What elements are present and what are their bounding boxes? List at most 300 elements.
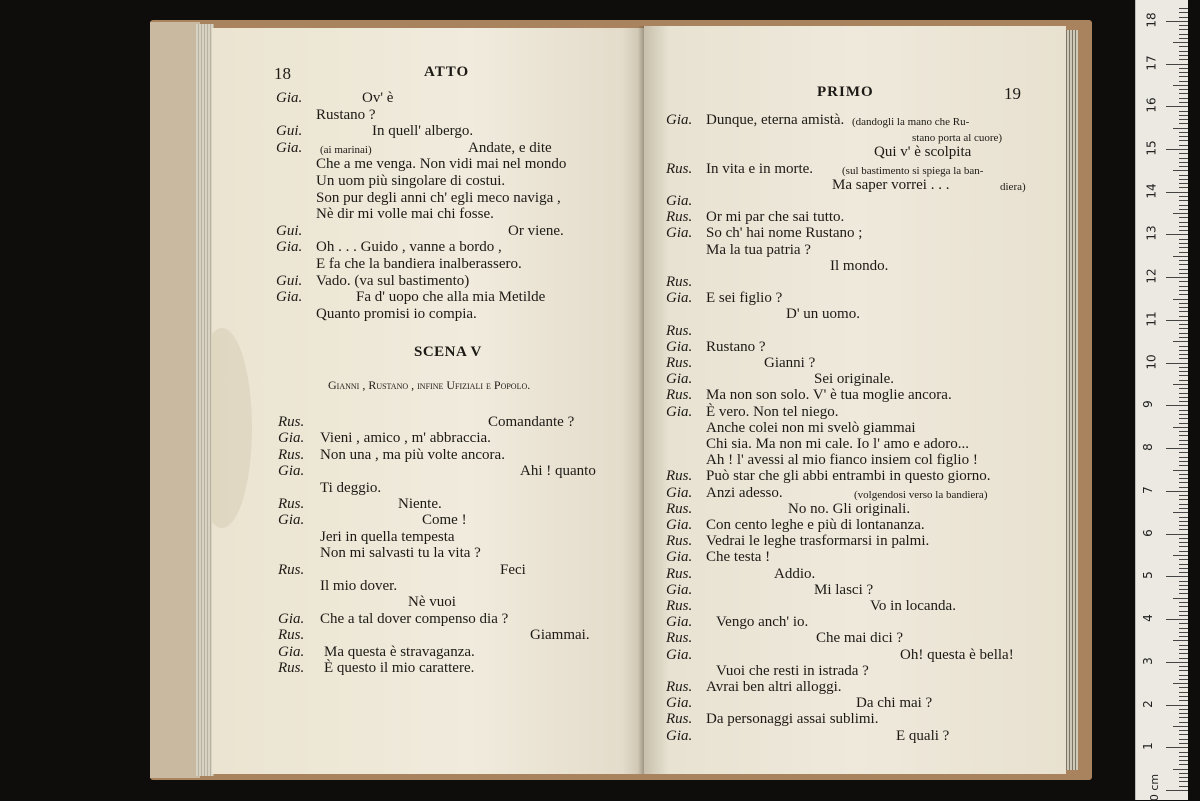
speaker-label: Gia. [276, 239, 303, 256]
ruler-tick [1166, 21, 1188, 22]
ruler-tick [1179, 346, 1188, 347]
speaker-label: Rus. [666, 274, 693, 290]
verse-line: E sei figlio ? [706, 290, 783, 307]
verse-line: Jeri in quella tempesta [320, 528, 455, 545]
verse-line: Che mai dici ? [816, 630, 904, 647]
ruler-tick [1179, 337, 1188, 338]
verse-line: Anzi adesso. [706, 484, 783, 501]
speaker-label: Gui. [276, 123, 303, 140]
ruler-number: 18 [1144, 12, 1159, 28]
ruler-tick [1166, 705, 1188, 706]
ruler-tick [1179, 593, 1188, 594]
speaker-label: Rus. [278, 660, 305, 676]
speaker-label: Gia. [276, 139, 303, 156]
verse-line: Mi lasci ? [814, 581, 874, 598]
ruler-tick [1179, 93, 1188, 94]
ruler-tick [1179, 752, 1188, 753]
speaker-label: Rus. [666, 355, 693, 371]
verse-line: Vengo anch' io. [716, 614, 809, 631]
ruler-tick [1179, 81, 1188, 82]
ruler-tick [1179, 209, 1188, 210]
ruler-tick [1166, 106, 1188, 107]
ruler-tick [1179, 431, 1188, 432]
speaker-label: Gia. [666, 225, 693, 242]
verse-line: Nè dir mi volle mai chi fosse. [316, 206, 494, 223]
verse-line: D' un uomo. [786, 306, 860, 323]
ruler-tick [1166, 149, 1188, 150]
stage-direction: (dandogli la mano che Ru- [852, 116, 970, 128]
verse-line: Che testa ! [706, 549, 771, 566]
ruler-tick [1179, 572, 1188, 573]
speaker-label: Rus. [666, 711, 693, 728]
ruler-tick [1166, 277, 1188, 278]
ruler-number: 11 [1144, 311, 1159, 327]
ruler-tick [1179, 350, 1188, 351]
ruler-tick [1179, 132, 1188, 133]
verse-line: Da chi mai ? [856, 695, 933, 712]
ruler-tick [1173, 42, 1188, 43]
speaker-label: Gia. [276, 289, 303, 306]
ruler-tick [1173, 427, 1188, 428]
speaker-label: Gia. [666, 695, 693, 712]
ruler-tick [1179, 183, 1188, 184]
verse-line: Sei originale. [814, 371, 894, 388]
speaker-label: Rus. [278, 496, 305, 512]
speaker-label: Gia. [666, 484, 693, 501]
speaker-label: Gia. [278, 643, 305, 660]
page-number: 18 [274, 64, 291, 83]
verse-line: Il mondo. [830, 257, 889, 274]
ruler-tick [1166, 448, 1188, 449]
verse-line: Oh . . . Guido , vanne a bordo , [316, 239, 502, 256]
ruler-tick [1179, 217, 1188, 218]
ruler-tick [1179, 777, 1188, 778]
page-number: 19 [1004, 84, 1021, 103]
ruler-tick [1179, 230, 1188, 231]
stage-direction: (ai marinai) [320, 143, 372, 156]
ruler-tick [1179, 645, 1188, 646]
ruler-tick [1179, 649, 1188, 650]
ruler-tick [1179, 687, 1188, 688]
speaker-label: Gia. [666, 581, 693, 598]
verse-line: Gianni ? [764, 355, 816, 371]
ruler-tick [1179, 499, 1188, 500]
right-page [644, 26, 1066, 774]
ruler-tick [1179, 504, 1188, 505]
ruler-tick [1179, 615, 1188, 616]
speaker-label: Rus. [666, 468, 693, 485]
verse-line: Quanto promisi io compia. [316, 305, 477, 322]
verse-line: Ah ! l' avessi al mio fianco insiem col figlio ! [706, 452, 978, 469]
ruler-number: 1 [1140, 742, 1155, 751]
speaker-label: Gia. [666, 646, 693, 663]
ruler-tick [1179, 324, 1188, 325]
ruler-tick [1179, 72, 1188, 73]
ruler-tick [1166, 405, 1188, 406]
ruler-tick [1179, 51, 1188, 52]
ruler-tick [1179, 786, 1188, 787]
ruler-tick [1179, 273, 1188, 274]
ruler-tick [1179, 380, 1188, 381]
ruler-tick [1179, 435, 1188, 436]
verse-line: Giammai. [530, 627, 590, 644]
ruler-tick [1179, 606, 1188, 607]
ruler-tick [1179, 465, 1188, 466]
ruler-tick [1179, 521, 1188, 522]
ruler-tick [1179, 281, 1188, 282]
speaker-label: Rus. [666, 565, 693, 582]
ruler-tick [1179, 68, 1188, 69]
ruler-tick [1179, 722, 1188, 723]
ruler-tick [1179, 119, 1188, 120]
ruler-number: 12 [1144, 268, 1159, 284]
verse-line: In quell' albergo. [372, 123, 474, 140]
verse-line: Ov' è [362, 90, 394, 106]
ruler-tick [1179, 8, 1188, 9]
ruler-tick [1173, 256, 1188, 257]
ruler-tick [1179, 611, 1188, 612]
ruler-tick [1179, 247, 1188, 248]
ruler-number: 4 [1140, 614, 1155, 622]
ruler-tick [1179, 423, 1188, 424]
speaker-label: Gia. [666, 112, 693, 128]
ruler-tick [1173, 299, 1188, 300]
ruler-tick [1173, 384, 1188, 385]
ruler-tick [1179, 264, 1188, 265]
ruler-tick [1166, 747, 1188, 748]
ruler-tick [1179, 269, 1188, 270]
ruler-tick [1179, 696, 1188, 697]
verse-line: E quali ? [896, 727, 950, 744]
ruler-tick [1179, 179, 1188, 180]
verse-line: È vero. Non tel niego. [706, 403, 839, 420]
ruler-tick [1166, 790, 1188, 791]
ruler-tick [1179, 187, 1188, 188]
ruler-tick [1179, 286, 1188, 287]
ruler-tick [1179, 478, 1188, 479]
ruler-tick [1179, 581, 1188, 582]
verse-line: Ti deggio. [320, 479, 382, 496]
ruler-tick [1179, 444, 1188, 445]
ruler-tick [1179, 482, 1188, 483]
verse-line: Che a me venga. Non vidi mai nel mondo [316, 156, 567, 173]
ruler-tick [1179, 367, 1188, 368]
verse-line: Ma la tua patria ? [706, 241, 811, 258]
speaker-label: Rus. [666, 209, 693, 226]
ruler-tick [1179, 158, 1188, 159]
verse-line: Avrai ben altri alloggi. [706, 679, 842, 695]
ruler-tick [1179, 675, 1188, 676]
ruler-tick [1179, 529, 1188, 530]
ruler-tick [1179, 371, 1188, 372]
speaker-label: Rus. [666, 679, 693, 695]
speaker-label: Gia. [666, 517, 693, 533]
ruler-tick [1166, 192, 1188, 193]
scene-title: SCENA V [414, 344, 482, 360]
ruler-number: 9 [1140, 400, 1155, 409]
ruler-tick [1179, 140, 1188, 141]
ruler-tick [1173, 128, 1188, 129]
left-page [212, 28, 644, 774]
ruler-tick [1166, 234, 1188, 235]
ruler-tick [1179, 290, 1188, 291]
speaker-label: Gia. [666, 338, 693, 355]
ruler-tick [1179, 38, 1188, 39]
ruler-number: 7 [1140, 486, 1155, 494]
ruler-tick [1179, 145, 1188, 146]
ruler-tick [1166, 662, 1188, 663]
verse-line: Fa d' uopo che alla mia Metilde [356, 289, 546, 306]
verse-line: Non mi salvasti tu la vita ? [320, 545, 481, 562]
verse-line: Rustano ? [706, 338, 766, 355]
speaker-label: Rus. [666, 598, 693, 614]
ruler-tick [1179, 25, 1188, 26]
ruler-tick [1179, 461, 1188, 462]
ruler-tick [1179, 508, 1188, 509]
ruler-tick [1173, 341, 1188, 342]
ruler-tick [1173, 640, 1188, 641]
ruler-tick [1179, 153, 1188, 154]
ruler-number: 3 [1140, 656, 1155, 665]
ruler-tick [1179, 538, 1188, 539]
speaker-label: Gia. [278, 430, 305, 447]
verse-line: Non una , ma più volte ancora. [320, 446, 505, 463]
ruler-tick [1179, 89, 1188, 90]
speaker-label: Rus. [278, 561, 305, 578]
ruler-tick [1179, 414, 1188, 415]
ruler-tick [1179, 525, 1188, 526]
ruler-tick [1179, 239, 1188, 240]
cast-list: Gianni , Rustano , infine Ufiziali e Popolo. [328, 378, 531, 392]
ruler-tick [1179, 440, 1188, 441]
ruler-tick [1179, 559, 1188, 560]
ruler-tick [1166, 491, 1188, 492]
ruler-tick [1179, 222, 1188, 223]
ruler-tick [1179, 17, 1188, 18]
ruler-tick [1179, 307, 1188, 308]
ruler-tick [1179, 260, 1188, 261]
ruler-tick [1179, 760, 1188, 761]
ruler-tick [1173, 512, 1188, 513]
ruler-tick [1179, 568, 1188, 569]
ruler-number: 16 [1144, 97, 1159, 113]
ruler-tick [1179, 200, 1188, 201]
ruler-tick [1179, 46, 1188, 47]
ruler-tick [1166, 320, 1188, 321]
ruler-tick [1179, 59, 1188, 60]
ruler-tick [1179, 717, 1188, 718]
speaker-label: Rus. [666, 533, 693, 550]
ruler-tick [1179, 632, 1188, 633]
verse-line: Vedrai le leghe trasformarsi in palmi. [706, 533, 930, 550]
ruler-tick [1179, 743, 1188, 744]
verse-line: Ma saper vorrei . . . [832, 176, 950, 193]
verse-line: E fa che la bandiera inalberassero. [316, 256, 522, 272]
ruler-tick [1179, 679, 1188, 680]
ruler-tick [1179, 76, 1188, 77]
verse-line: In vita e in morte. [706, 160, 814, 177]
speaker-label: Gui. [276, 222, 303, 239]
verse-line: Addio. [774, 565, 816, 582]
ruler-tick [1179, 328, 1188, 329]
book-cover-edge [150, 22, 200, 778]
verse-line: Nè vuoi [408, 594, 456, 611]
ruler-tick [1179, 226, 1188, 227]
ruler-tick [1173, 470, 1188, 471]
ruler-tick [1179, 517, 1188, 518]
ruler-tick [1179, 123, 1188, 124]
ruler-tick [1179, 162, 1188, 163]
ruler-tick [1179, 457, 1188, 458]
speaker-label: Gia. [666, 371, 693, 388]
verse-line: Un uom più singolare di costui. [316, 173, 506, 189]
verse-line: Che a tal dover compenso dia ? [320, 610, 509, 627]
ruler-tick [1179, 34, 1188, 35]
speaker-label: Rus. [278, 414, 305, 430]
ruler-number: 8 [1140, 443, 1155, 451]
ruler-tick [1179, 602, 1188, 603]
ruler-tick [1179, 551, 1188, 552]
verse-line: No no. Gli originali. [788, 500, 911, 517]
ruler-tick [1179, 739, 1188, 740]
ruler-tick [1173, 726, 1188, 727]
ruler-tick [1179, 546, 1188, 547]
ruler-tick [1179, 636, 1188, 637]
running-head: PRIMO [817, 84, 874, 100]
speaker-label: Rus. [278, 627, 305, 644]
ruler-number: 2 [1140, 699, 1155, 708]
ruler-tick [1179, 29, 1188, 30]
verse-line: Ahi ! quanto [520, 463, 596, 480]
ruler-tick [1179, 764, 1188, 765]
stage-direction: (volgendosi verso la bandiera) [854, 488, 988, 501]
verse-line: Oh! questa è bella! [900, 646, 1014, 663]
ruler-tick [1179, 730, 1188, 731]
ruler-tick [1179, 316, 1188, 317]
ruler-tick [1179, 12, 1188, 13]
verse-line: So ch' hai nome Rustano ; [706, 225, 863, 242]
page-stain [212, 328, 252, 528]
ruler-tick [1179, 294, 1188, 295]
verse-line: Son pur degli anni ch' egli meco naviga , [316, 189, 561, 206]
ruler-tick [1179, 474, 1188, 475]
ruler-tick [1179, 333, 1188, 334]
stage-direction: (sul bastimento si spiega la ban- [842, 164, 984, 177]
speaker-label: Gia. [666, 549, 693, 566]
ruler-tick [1179, 773, 1188, 774]
stage-direction: stano porta al cuore) [912, 132, 1003, 145]
ruler-tick [1179, 393, 1188, 394]
ruler-tick [1179, 252, 1188, 253]
ruler-tick [1179, 452, 1188, 453]
speaker-label: Gia. [666, 614, 693, 631]
ruler-tick [1166, 576, 1188, 577]
ruler-tick [1179, 658, 1188, 659]
ruler-tick [1179, 401, 1188, 402]
ruler-tick [1179, 196, 1188, 197]
ruler-tick [1179, 628, 1188, 629]
ruler-tick [1179, 311, 1188, 312]
ruler-number: 14 [1144, 183, 1159, 199]
ruler-tick [1173, 683, 1188, 684]
ruler-tick [1166, 534, 1188, 535]
verse-line: Ma questa è stravaganza. [324, 643, 475, 660]
verse-line: Vieni , amico , m' abbraccia. [320, 430, 491, 447]
ruler-tick [1179, 166, 1188, 167]
verse-line: Chi sia. Ma non mi cale. Io l' amo e adoro... [706, 436, 970, 452]
verse-line: Feci [500, 561, 526, 578]
verse-line: Niente. [398, 496, 442, 512]
speaker-label: Rus. [666, 322, 693, 339]
verse-line: Vuoi che resti in istrada ? [716, 662, 869, 679]
ruler-tick [1179, 666, 1188, 667]
ruler-tick [1179, 358, 1188, 359]
speaker-label: Gui. [276, 272, 303, 289]
verse-line: Il mio dover. [320, 578, 398, 594]
ruler-number: 13 [1144, 225, 1159, 242]
ruler-tick [1179, 375, 1188, 376]
ruler-tick [1179, 418, 1188, 419]
ruler-tick [1173, 769, 1188, 770]
verse-line: Vado. (va sul bastimento) [316, 272, 470, 289]
ruler-number: 15 [1144, 140, 1159, 156]
ruler-number: 17 [1144, 54, 1159, 71]
ruler-tick [1179, 670, 1188, 671]
verse-line: Or mi par che sai tutto. [706, 209, 845, 226]
ruler-tick [1179, 205, 1188, 206]
speaker-label: Gia. [666, 290, 693, 307]
page-stack-right [1064, 30, 1078, 770]
verse-line: Dunque, eterna amistà. [706, 112, 845, 128]
ruler-tick [1179, 303, 1188, 304]
ruler-tick [1179, 623, 1188, 624]
ruler-number: 6 [1140, 528, 1155, 537]
ruler-tick [1166, 64, 1188, 65]
speaker-label: Gia. [278, 463, 305, 480]
ruler-tick [1179, 410, 1188, 411]
ruler-tick [1179, 709, 1188, 710]
verse-line: Qui v' è scolpita [874, 144, 972, 161]
ruler-tick [1179, 495, 1188, 496]
speaker-label: Rus. [666, 387, 693, 404]
ruler-tick [1166, 619, 1188, 620]
ruler-tick [1179, 700, 1188, 701]
ruler-tick [1179, 98, 1188, 99]
ruler-tick [1173, 170, 1188, 171]
ruler-tick [1179, 136, 1188, 137]
ruler-tick [1179, 692, 1188, 693]
speaker-label: Rus. [666, 630, 693, 647]
speaker-label: Gia. [666, 193, 693, 209]
verse-line: Da personaggi assai sublimi. [706, 711, 879, 728]
speaker-label: Gia. [276, 90, 303, 106]
ruler-number: 5 [1140, 571, 1155, 580]
ruler-tick [1179, 115, 1188, 116]
ruler-number: 10 [1144, 354, 1159, 370]
speaker-label: Rus. [666, 500, 693, 517]
ruler-tick [1173, 555, 1188, 556]
ruler-tick [1179, 175, 1188, 176]
ruler-tick [1179, 388, 1188, 389]
ruler-tick [1179, 542, 1188, 543]
speaker-label: Gia. [666, 403, 693, 420]
verse-line: Vo in locanda. [870, 598, 956, 614]
verse-line: Con cento leghe e più di lontananza. [706, 517, 925, 533]
running-head: ATTO [424, 64, 470, 80]
measuring-ruler [1135, 0, 1188, 800]
ruler-tick [1179, 734, 1188, 735]
ruler-tick [1173, 598, 1188, 599]
